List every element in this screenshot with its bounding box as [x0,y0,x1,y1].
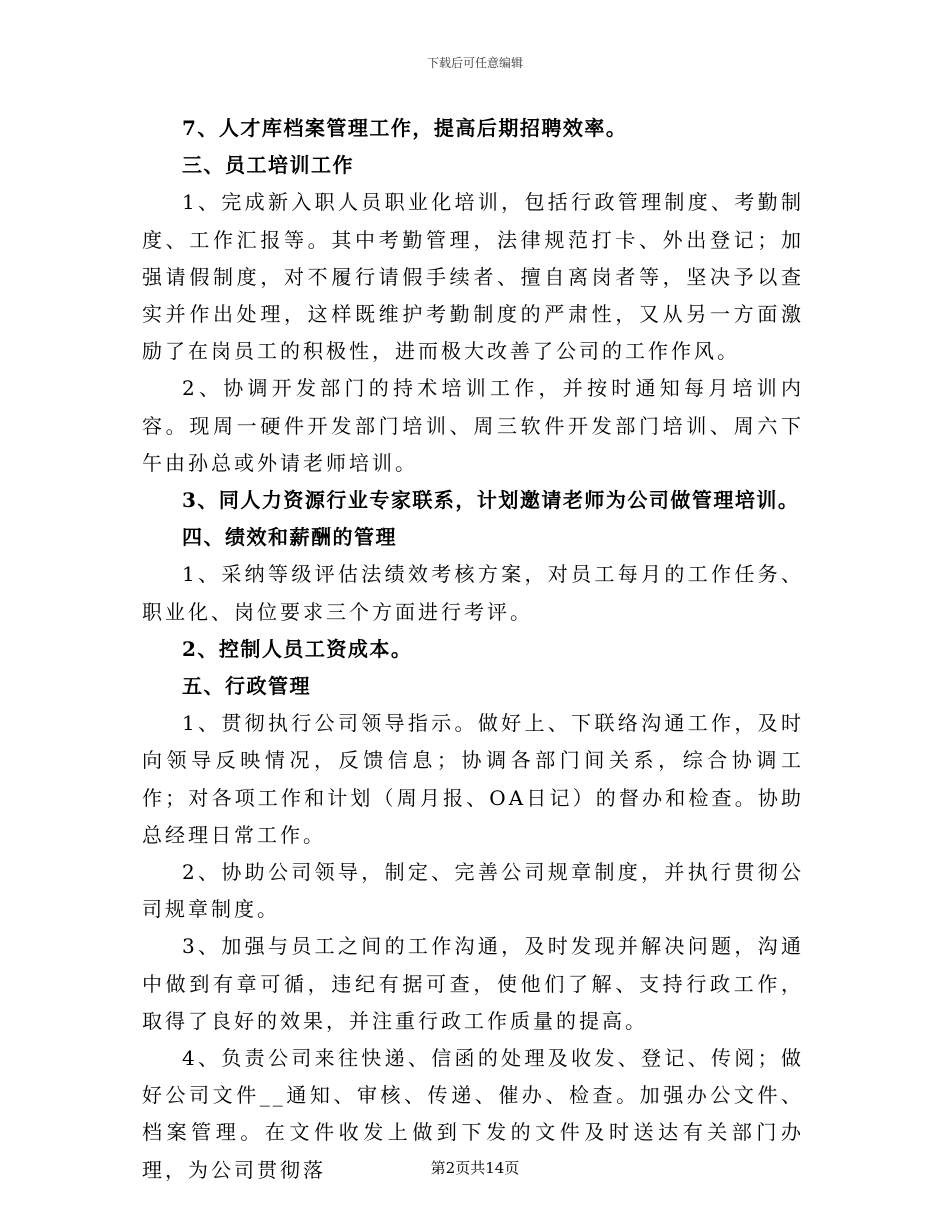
section-heading-admin: 五、行政管理 [182,674,311,699]
section-heading-performance: 四、绩效和薪酬的管理 [182,525,397,550]
paragraph-admin-2: 2、协助公司领导，制定、完善公司规章制度，并执行贯彻公司规章制度。 [142,860,804,922]
paragraph-training-3: 3、同人力资源行业专家联系，计划邀请老师为公司做管理培训。 [182,488,800,513]
paragraph-admin-3: 3、加强与员工之间的工作沟通，及时发现并解决问题，沟通中做到有章可循，违纪有据可查，使他们了解、支持行政工作，取得了良好的效果，并注重行政工作质量的提高。 [142,934,804,1033]
section-heading-training: 三、员工培训工作 [182,153,354,178]
page-number: 第2页共14页 [430,1159,520,1177]
paragraph-admin-4: 4、负责公司来往快递、信函的处理及收发、登记、传阅；做好公司文件__通知、审核、传递、催办、检查。加强办公文件、档案管理。在文件收发上做到下发的文件及时送达有关部门办理，为公司贯彻落 [142,1046,804,1182]
paragraph-admin-1: 1、贯彻执行公司领导指示。做好上、下联络沟通工作，及时向领导反映情况，反馈信息；协调各部门间关系，综合协调工作；对各项工作和计划（周月报、OA日记）的督办和检查。协助总经理日常工作。 [142,711,804,847]
paragraph-performance-1: 1、采纳等级评估法绩效考核方案，对员工每月的工作任务、职业化、岗位要求三个方面进行考评。 [142,562,804,624]
paragraph-training-2: 2、协调开发部门的持术培训工作，并按时通知每月培训内容。现周一硬件开发部门培训、周三软件开发部门培训、周六下午由孙总或外请老师培训。 [142,376,804,475]
paragraph-performance-2: 2、控制人员工资成本。 [182,636,413,661]
paragraph-training-1: 1、完成新入职人员职业化培训，包括行政管理制度、考勤制度、工作汇报等。其中考勤管理，法律规范打卡、外出登记；加强请假制度，对不履行请假手续者、擅自离岗者等，坚决予以查实并作出处理，这样既维护考勤制度的严肃性，又从另一方面激励了在岗员工的积极性，进而极大改善了公司的工作作风。 [142,190,804,364]
page-header: 下载后可任意编辑 [426,56,523,70]
item-talent-archive: 7、人才库档案管理工作，提高后期招聘效率。 [182,116,628,140]
document-body [142,110,804,1189]
